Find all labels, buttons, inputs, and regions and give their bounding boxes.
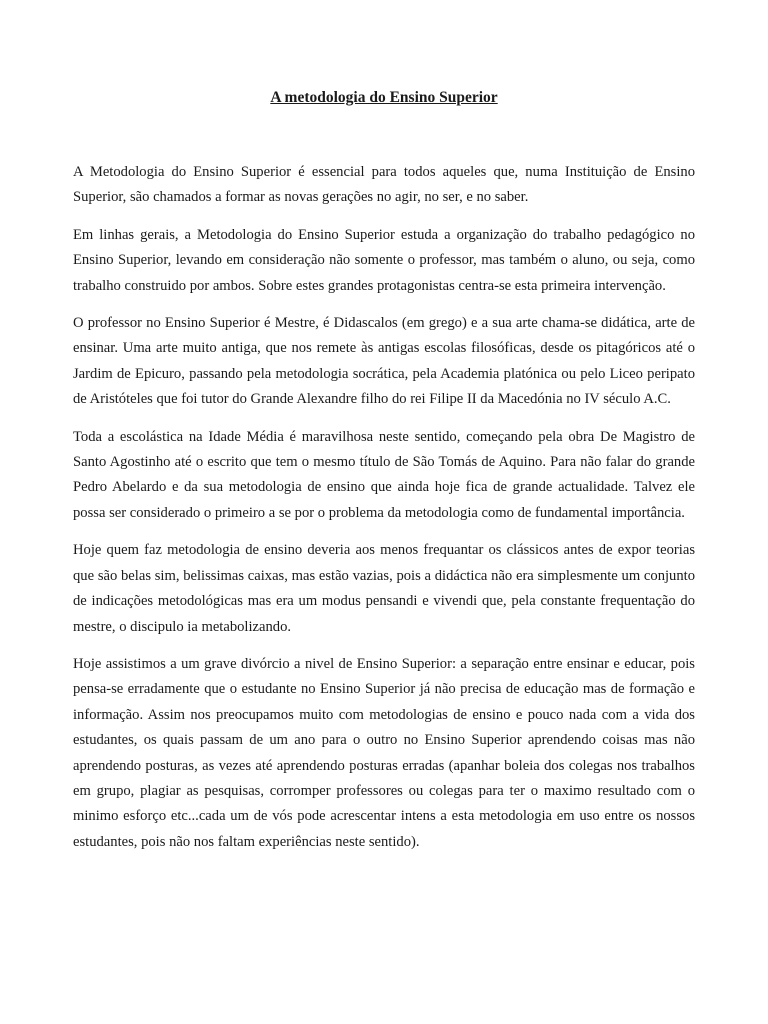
paragraph-3: O professor no Ensino Superior é Mestre, é Didascalos (em grego) e a sua arte chama-se didática, arte de ensinar. Uma arte muito antiga, que nos remete às antigas escolas filosóficas, desde os pitagóricos até o Jardim de Epicuro, passando pela metodologia socrática, pela Academia platónica ou pelo Liceo peripato de Aristóteles que foi tutor do Grande Alexandre filho do rei Filipe II da Macedónia no IV século A.C.: [73, 315, 695, 408]
paragraph-5: Hoje quem faz metodologia de ensino deveria aos menos frequantar os clássicos antes de expor teorias que são belas sim, belissimas caixas, mas estão vazias, pois a didáctica não era simplesmente um conjunto de indicações metodológicas mas era um modus pensandi e vivendi que, pela constante frequentação do mestre, o discipulo ia metabolizando.: [73, 542, 695, 635]
paragraph-6: Hoje assistimos a um grave divórcio a nivel de Ensino Superior: a separação entre ensinar e educar, pois pensa-se erradamente que o estudante no Ensino Superior já não precisa de educação mas de formação e informação. Assim nos preocupamos muito com metodologias de ensino e pouco nada com a vida dos estudantes, os quais passam de um ano para o outro no Ensino Superior aprendendo coisas mas não aprendendo posturas, as vezes até aprendendo posturas erradas (apanhar boleia dos colegas nos trabalhos em grupo, plagiar as pesquisas, corromper professores ou colegas para ter o maximo resultado com o minimo esforço etc...cada um de vós pode acrescentar intens a esta metodologia em uso entre os nossos estudantes, pois não nos faltam experiências neste sentido).: [73, 655, 695, 850]
paragraph-1: A Metodologia do Ensino Superior é essencial para todos aqueles que, numa Instituição de Ensino Superior, são chamados a formar as novas gerações no agir, no ser, e no saber.: [73, 164, 695, 206]
paragraph-2: Em linhas gerais, a Metodologia do Ensino Superior estuda a organização do trabalho pedagógico no Ensino Superior, levando em consideração não somente o professor, mas também o aluno, ou seja, como trabalho construido por ambos. Sobre estes grandes protagonistas centra-se esta primeira intervenção.: [73, 226, 695, 294]
paragraph-4: Toda a escolástica na Idade Média é maravilhosa neste sentido, começando pela obra De Magistro de Santo Agostinho até o escrito que tem o mesmo título de São Tomás de Aquino. Para não falar do grande Pedro Abelardo e da sua metodologia de ensino que ainda hoje fica de grande actualidade. Talvez ele possa ser considerado o primeiro a se por o problema da metodologia como de fundamental importância.: [73, 428, 695, 521]
document-title: A metodologia do Ensino Superior: [270, 89, 498, 106]
document-body: [73, 160, 695, 867]
